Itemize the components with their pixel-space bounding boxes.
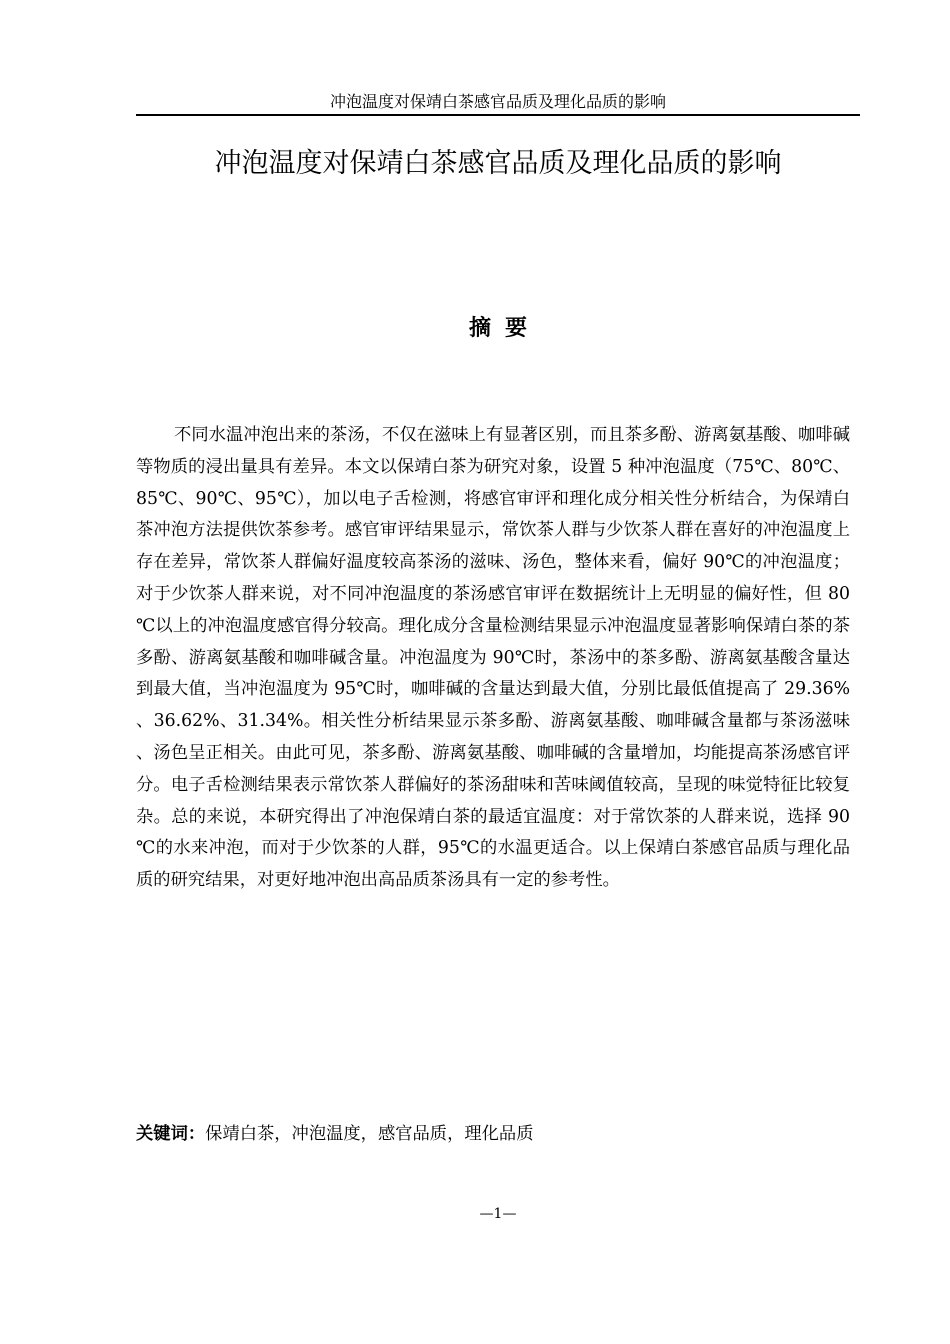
header-divider	[136, 114, 860, 116]
abstract-paragraph: 不同水温冲泡出来的茶汤，不仅在滋味上有显著区别，而且茶多酚、游离氨基酸、咖啡碱等物质的浸出量具有差异。本文以保靖白茶为研究对象，设置 5 种冲泡温度（75℃、80℃、85℃、90℃、95℃），加以电子舌检测，将感官审评和理化成分相关性分析结合，为保靖白茶冲泡方法提供饮茶参考。感官审评结果显示，常饮茶人群与少饮茶人群在喜好的冲泡温度上存在差异，常饮茶人群偏好温度较高茶汤的滋味、汤色，整体来看，偏好 90℃的冲泡温度；对于少饮茶人群来说，对不同冲泡温度的茶汤感官审评在数据统计上无明显的偏好性，但 80℃以上的冲泡温度感官得分较高。理化成分含量检测结果显示冲泡温度显著影响保靖白茶的茶多酚、游离氨基酸和咖啡碱含量。冲泡温度为 90℃时，茶汤中的茶多酚、游离氨基酸含量达到最大值，当冲泡温度为 95℃时，咖啡碱的含量达到最大值，分别比最低值提高了 29.36%、36.62%、31.34%。相关性分析结果显示茶多酚、游离氨基酸、咖啡碱含量都与茶汤滋味、汤色呈正相关。由此可见，茶多酚、游离氨基酸、咖啡碱的含量增加，均能提高茶汤感官评分。电子舌检测结果表示常饮茶人群偏好的茶汤甜味和苦味阈值较高，呈现的味觉特征比较复杂。总的来说，本研究得出了冲泡保靖白茶的最适宜温度：对于常饮茶的人群来说，选择 90℃的水来冲泡，而对于少饮茶的人群，95℃的水温更适合。以上保靖白茶感官品质与理化品质的研究结果，对更好地冲泡出高品质茶汤具有一定的参考性。	[136, 425, 850, 891]
page-number: —1—	[479, 1206, 517, 1222]
keywords-line	[136, 1120, 850, 1148]
document-title: 冲泡温度对保靖白茶感官品质及理化品质的影响	[214, 148, 782, 179]
keywords-value: 保靖白茶，冲泡温度，感官品质，理化品质	[205, 1124, 534, 1144]
keywords-label: 关键词：	[136, 1124, 206, 1144]
running-header: 冲泡温度对保靖白茶感官品质及理化品质的影响	[329, 92, 666, 111]
abstract-heading: 摘要	[468, 316, 541, 341]
